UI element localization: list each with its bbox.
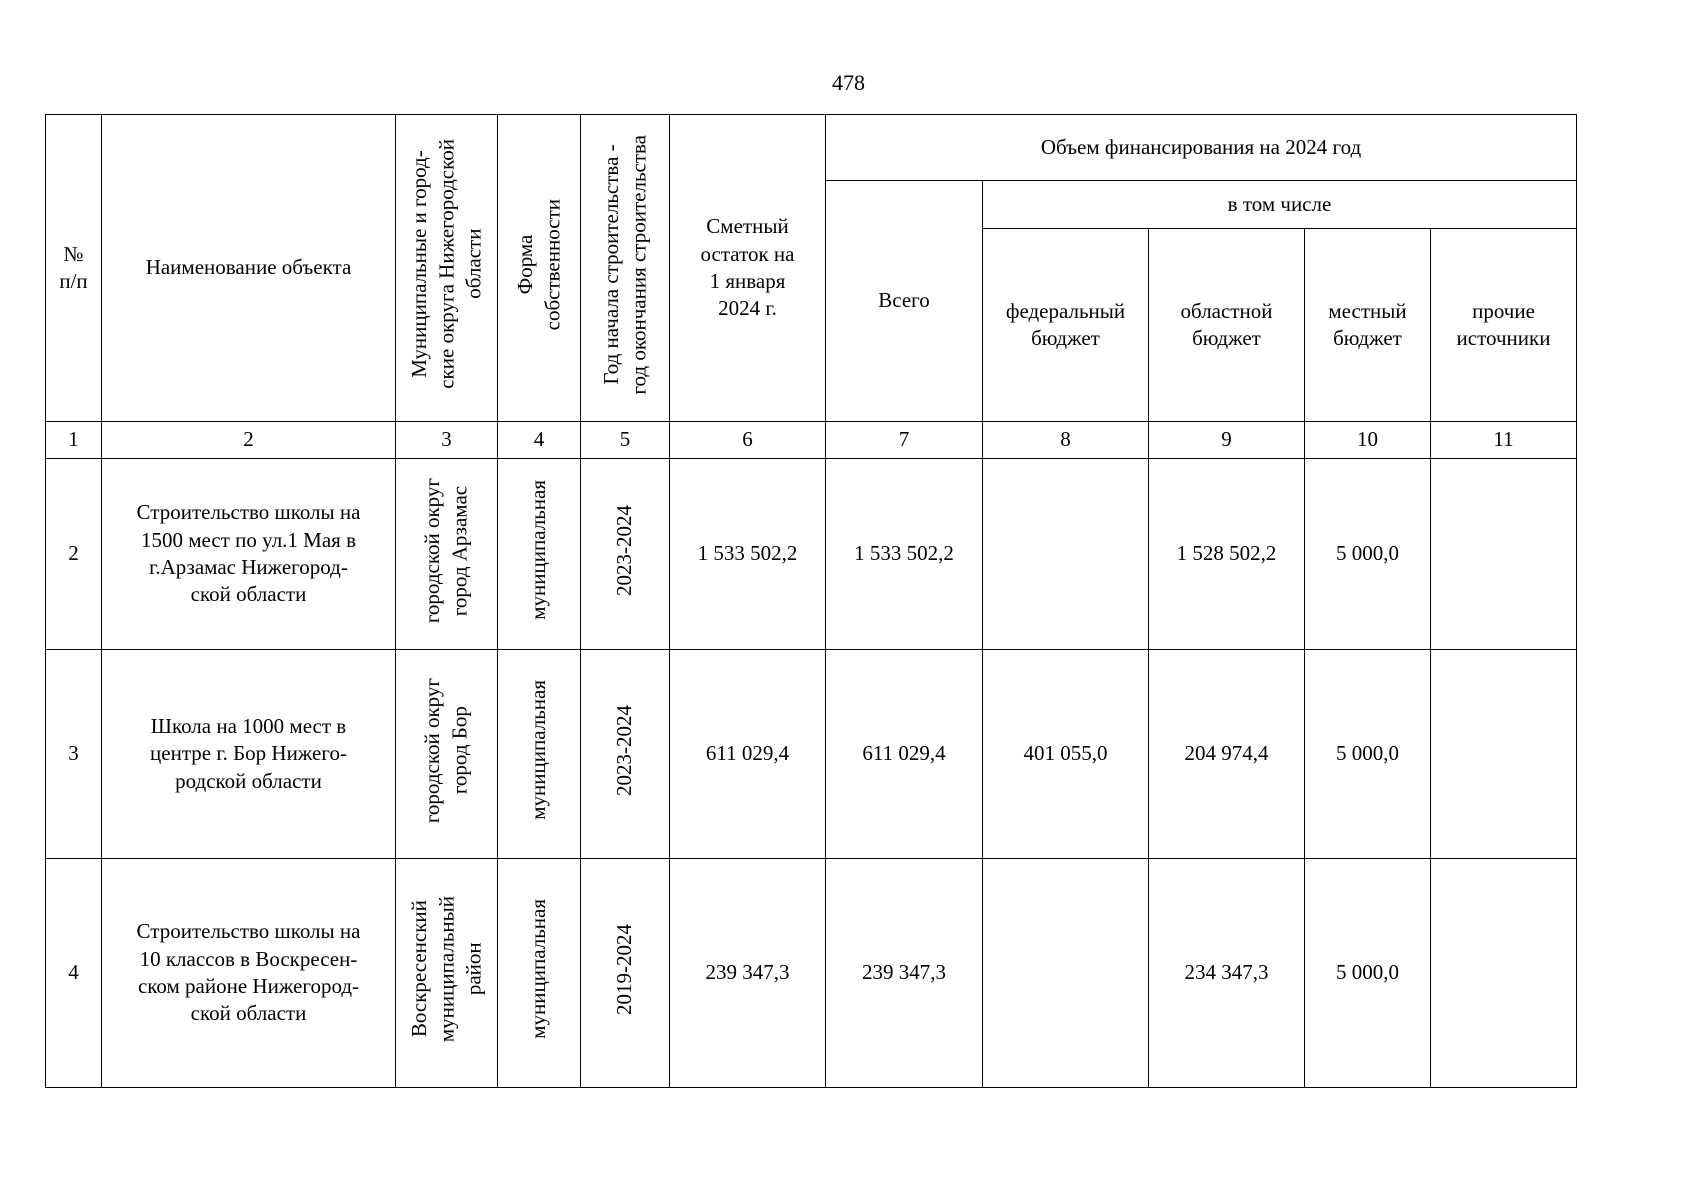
header-funding-group: Объем финансирования на 2024 год: [826, 115, 1577, 181]
column-number: 3: [396, 422, 498, 459]
table-row: [46, 459, 1577, 650]
other-value: [1431, 859, 1577, 1088]
local-value: 5 000,0: [1305, 650, 1431, 859]
total-value: 611 029,4: [826, 650, 983, 859]
column-number: 1: [46, 422, 102, 459]
row-num: 4: [46, 859, 102, 1088]
remainder-value: 611 029,4: [670, 650, 826, 859]
column-number: 10: [1305, 422, 1431, 459]
column-number: 2: [102, 422, 396, 459]
object-name: Строительство школы на 10 классов в Воскресен- ском районе Нижегород- ской области: [102, 859, 396, 1088]
remainder-value: 239 347,3: [670, 859, 826, 1088]
regional-value: 1 528 502,2: [1149, 459, 1305, 650]
header-regional: областной бюджет: [1149, 229, 1305, 422]
header-federal: федеральный бюджет: [983, 229, 1149, 422]
table-row: [46, 859, 1577, 1088]
column-number: 11: [1431, 422, 1577, 459]
header-other: прочие источники: [1431, 229, 1577, 422]
regional-value: 204 974,4: [1149, 650, 1305, 859]
federal-value: [983, 459, 1149, 650]
column-number: 8: [983, 422, 1149, 459]
header-years: Год начала строительства - год окончания строительства: [581, 115, 670, 422]
years: 2023-2024: [581, 459, 670, 650]
row-num: 2: [46, 459, 102, 650]
column-number: 9: [1149, 422, 1305, 459]
header-including: в том числе: [983, 181, 1577, 229]
header-local: местный бюджет: [1305, 229, 1431, 422]
total-value: 239 347,3: [826, 859, 983, 1088]
years: 2019-2024: [581, 859, 670, 1088]
table-row: [46, 650, 1577, 859]
local-value: 5 000,0: [1305, 459, 1431, 650]
object-name: Строительство школы на 1500 мест по ул.1 Мая в г.Арзамас Нижегород- ской области: [102, 459, 396, 650]
ownership: муниципальная: [498, 459, 581, 650]
header-municipality: Муниципальные и город- ские округа Нижегородской области: [396, 115, 498, 422]
header-ownership: Форма собственности: [498, 115, 581, 422]
remainder-value: 1 533 502,2: [670, 459, 826, 650]
object-name: Школа на 1000 мест в центре г. Бор Нижего- родской области: [102, 650, 396, 859]
total-value: 1 533 502,2: [826, 459, 983, 650]
years: 2023-2024: [581, 650, 670, 859]
header-remainder: Сметный остаток на 1 января 2024 г.: [670, 115, 826, 422]
header-name: Наименование объекта: [102, 115, 396, 422]
federal-value: 401 055,0: [983, 650, 1149, 859]
header-total: Всего: [826, 181, 983, 422]
page-number: 478: [832, 70, 865, 95]
other-value: [1431, 459, 1577, 650]
column-number: 7: [826, 422, 983, 459]
local-value: 5 000,0: [1305, 859, 1431, 1088]
other-value: [1431, 650, 1577, 859]
ownership: муниципальная: [498, 859, 581, 1088]
federal-value: [983, 859, 1149, 1088]
financing-table: [45, 114, 1577, 1088]
header-num: № п/п: [46, 115, 102, 422]
column-number-row: [46, 422, 1577, 459]
column-number: 4: [498, 422, 581, 459]
municipality: Воскресенский муниципальный район: [396, 859, 498, 1088]
ownership: муниципальная: [498, 650, 581, 859]
municipality: городской округ город Арзамас: [396, 459, 498, 650]
regional-value: 234 347,3: [1149, 859, 1305, 1088]
column-number: 5: [581, 422, 670, 459]
column-number: 6: [670, 422, 826, 459]
municipality: городской округ город Бор: [396, 650, 498, 859]
row-num: 3: [46, 650, 102, 859]
